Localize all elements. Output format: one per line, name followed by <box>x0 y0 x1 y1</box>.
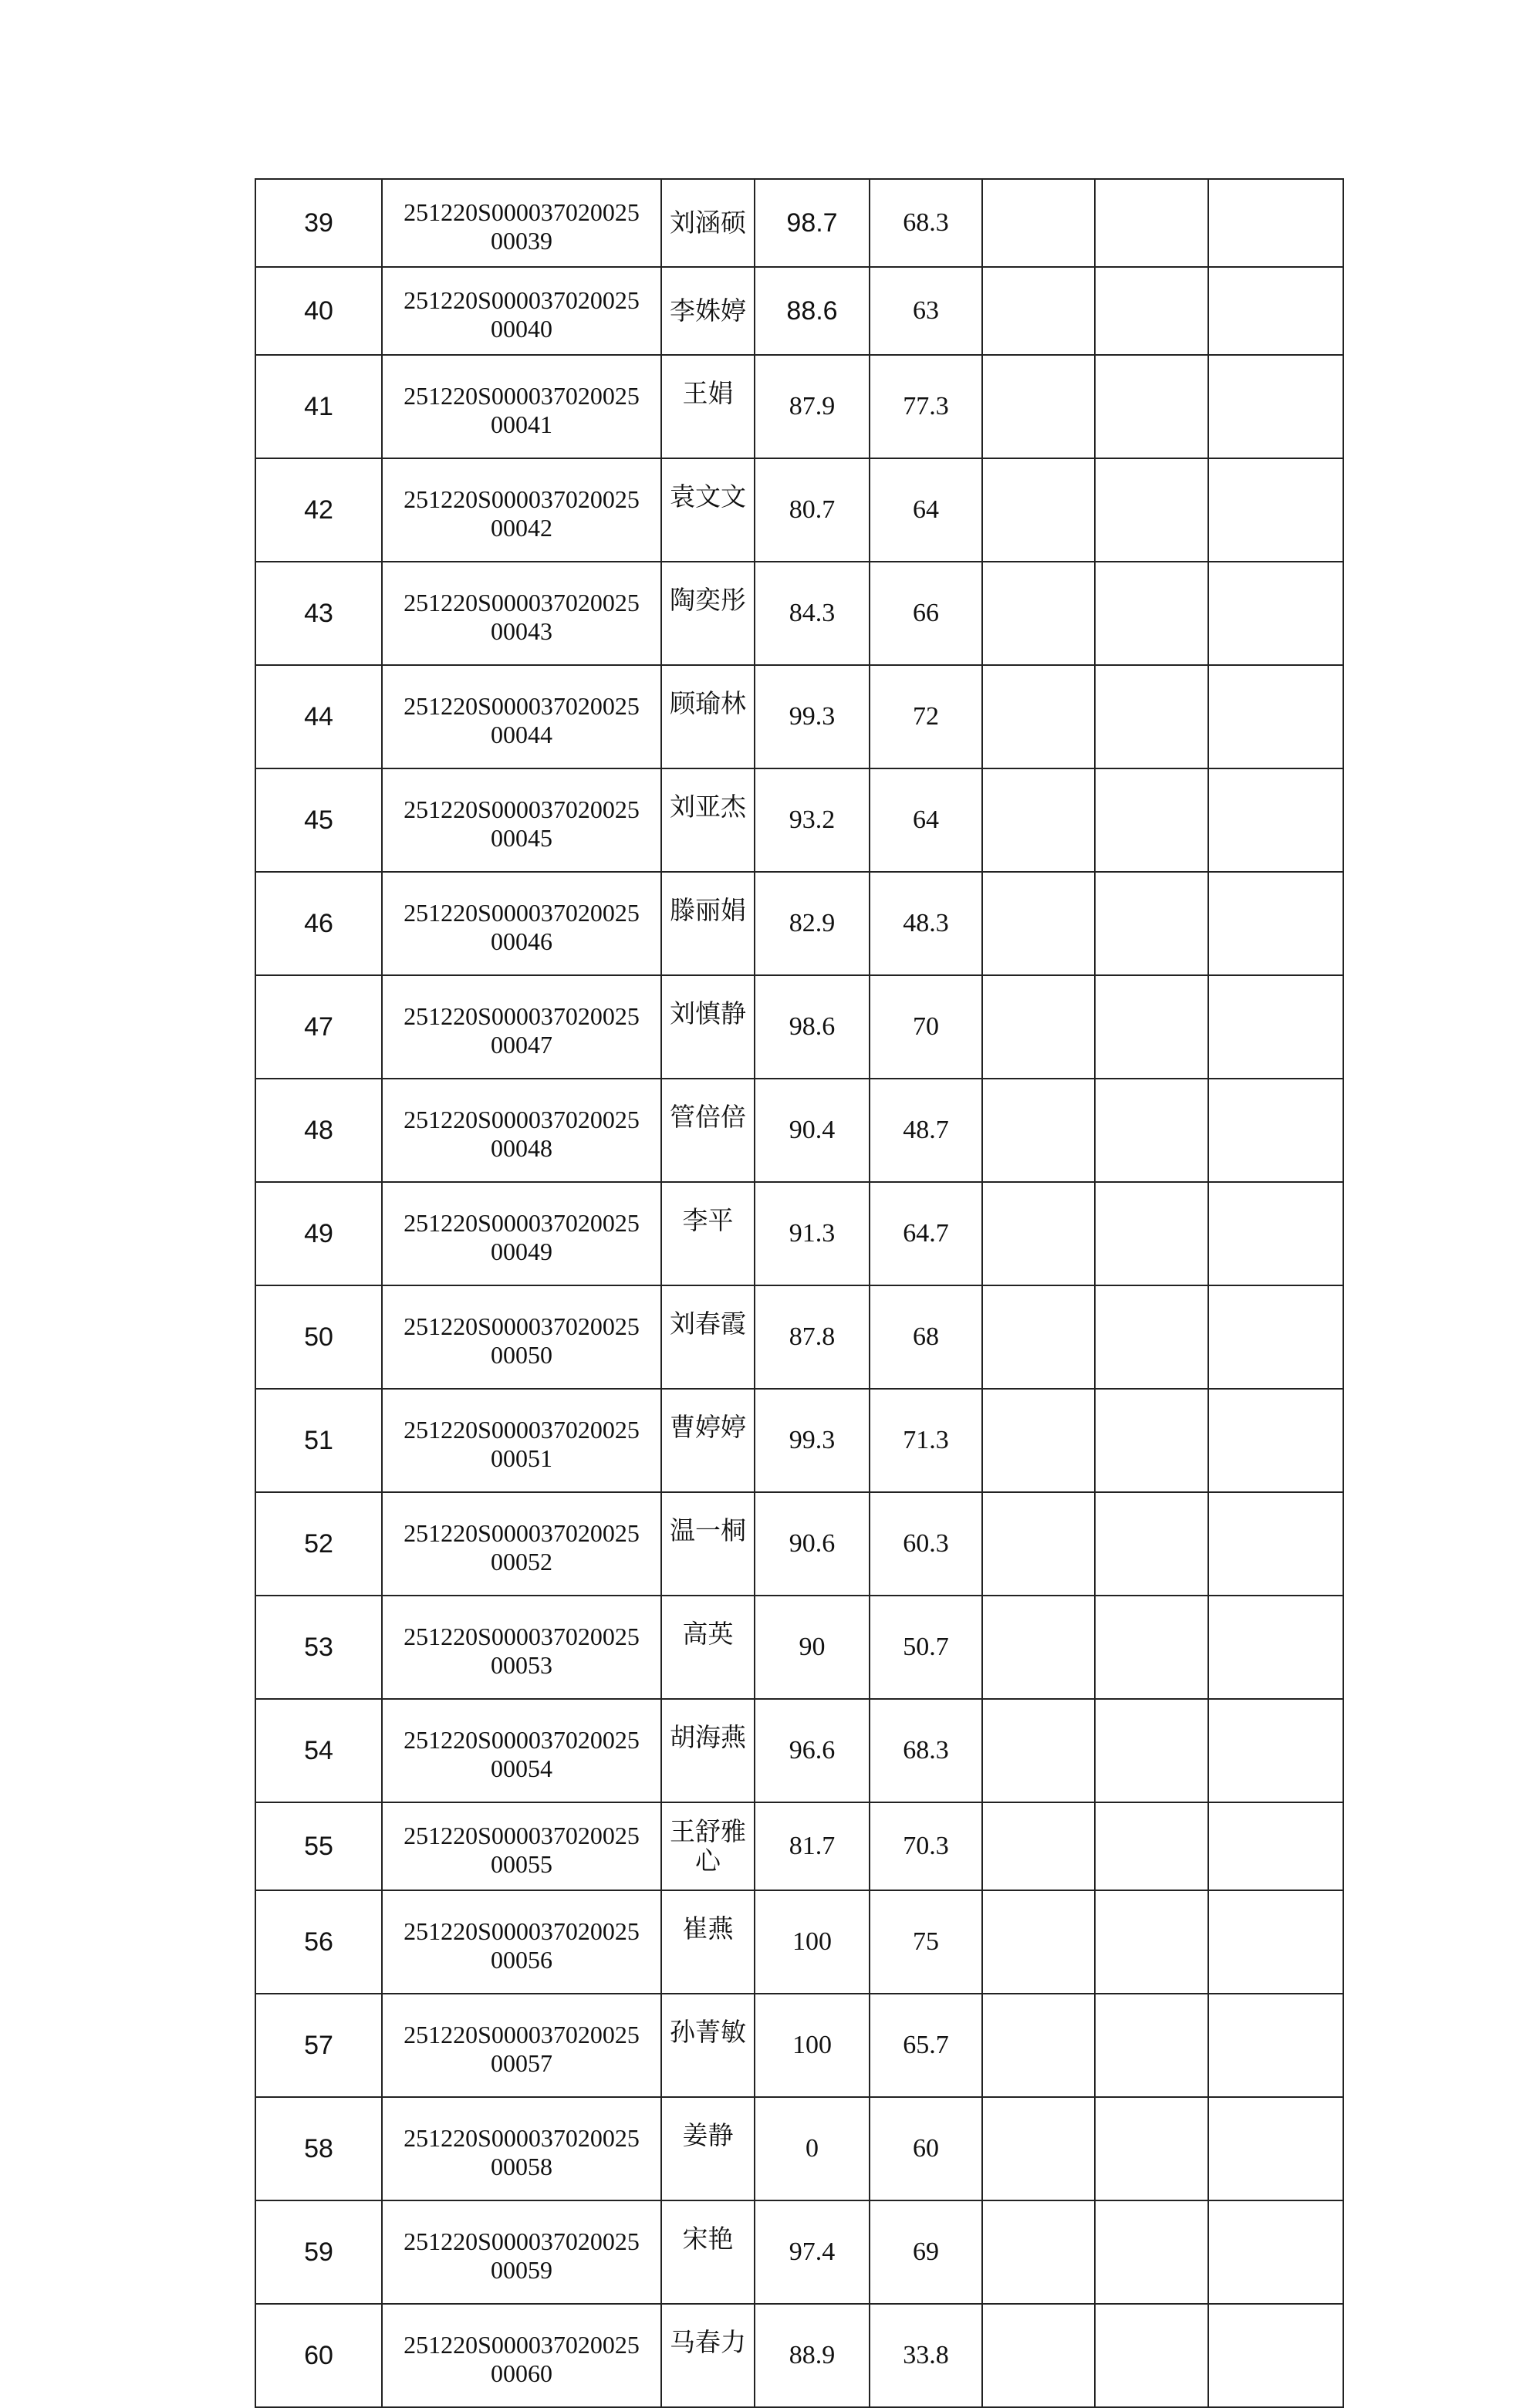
empty-cell <box>1095 872 1208 975</box>
empty-cell <box>1095 1802 1208 1890</box>
candidate-id-line2: 00049 <box>491 1238 552 1265</box>
empty-cell <box>982 975 1095 1079</box>
score2-cell: 70.3 <box>870 1802 982 1890</box>
candidate-id-line2: 00039 <box>491 227 552 255</box>
row-index-cell: 47 <box>255 975 382 1079</box>
empty-cell <box>1095 562 1208 665</box>
candidate-id-line2: 00041 <box>491 410 552 438</box>
empty-cell <box>1208 355 1343 458</box>
score1-cell: 96.6 <box>755 1699 870 1802</box>
table-row <box>255 1596 1343 1699</box>
empty-cell <box>1208 872 1343 975</box>
empty-cell <box>982 2304 1095 2407</box>
candidate-id-cell <box>382 1699 661 1802</box>
candidate-id-cell <box>382 872 661 975</box>
candidate-id-cell <box>382 1079 661 1182</box>
row-index-cell: 57 <box>255 1994 382 2097</box>
score1-cell: 87.8 <box>755 1285 870 1389</box>
candidate-id-cell <box>382 1890 661 1994</box>
table-row <box>255 355 1343 458</box>
empty-cell <box>1208 1699 1343 1802</box>
candidate-id-cell <box>382 562 661 665</box>
candidate-id-line1: 251220S000037020025 <box>404 286 640 314</box>
candidate-id-cell <box>382 458 661 562</box>
score2-cell: 33.8 <box>870 2304 982 2407</box>
candidate-id-line1: 251220S000037020025 <box>404 2021 640 2048</box>
candidate-id-line1: 251220S000037020025 <box>404 589 640 616</box>
score2-cell: 70 <box>870 975 982 1079</box>
empty-cell <box>1095 768 1208 872</box>
score2-cell: 60.3 <box>870 1492 982 1596</box>
table-row <box>255 1802 1343 1890</box>
score1-cell: 87.9 <box>755 355 870 458</box>
candidate-name-cell: 姜静 <box>661 2097 755 2200</box>
candidate-id-cell <box>382 665 661 768</box>
table-row <box>255 2097 1343 2200</box>
table-row <box>255 1389 1343 1492</box>
empty-cell <box>982 1182 1095 1285</box>
candidate-id-line2: 00054 <box>491 1754 552 1782</box>
score2-cell: 75 <box>870 1890 982 1994</box>
empty-cell <box>982 1389 1095 1492</box>
row-index-cell: 50 <box>255 1285 382 1389</box>
candidate-id-cell <box>382 1492 661 1596</box>
candidate-id-line2: 00051 <box>491 1444 552 1472</box>
candidate-id-cell <box>382 2200 661 2304</box>
row-index-cell: 52 <box>255 1492 382 1596</box>
empty-cell <box>982 872 1095 975</box>
candidate-name-cell: 胡海燕 <box>661 1699 755 1802</box>
empty-cell <box>982 1802 1095 1890</box>
table-row <box>255 975 1343 1079</box>
candidate-id-cell <box>382 2097 661 2200</box>
candidate-name-cell: 曹婷婷 <box>661 1389 755 1492</box>
empty-cell <box>1208 2200 1343 2304</box>
candidate-id-line2: 00044 <box>491 721 552 748</box>
score2-cell: 68 <box>870 1285 982 1389</box>
table-row <box>255 1182 1343 1285</box>
score1-cell: 100 <box>755 1890 870 1994</box>
score1-cell: 99.3 <box>755 1389 870 1492</box>
table-row <box>255 1699 1343 1802</box>
row-index-cell: 46 <box>255 872 382 975</box>
empty-cell <box>1208 1182 1343 1285</box>
score1-cell: 90.6 <box>755 1492 870 1596</box>
candidate-id-cell <box>382 179 661 267</box>
empty-cell <box>1095 2097 1208 2200</box>
score1-cell: 82.9 <box>755 872 870 975</box>
candidate-id-line1: 251220S000037020025 <box>404 899 640 927</box>
empty-cell <box>1095 665 1208 768</box>
row-index-cell: 60 <box>255 2304 382 2407</box>
table-row <box>255 2304 1343 2407</box>
empty-cell <box>1095 1389 1208 1492</box>
candidate-id-cell <box>382 2304 661 2407</box>
table-row <box>255 1285 1343 1389</box>
candidate-id-line2: 00043 <box>491 617 552 645</box>
score2-cell: 48.3 <box>870 872 982 975</box>
candidate-name-cell: 孙菁敏 <box>661 1994 755 2097</box>
candidate-name-cell: 袁文文 <box>661 458 755 562</box>
score2-cell: 72 <box>870 665 982 768</box>
table-row <box>255 1890 1343 1994</box>
row-index-cell: 58 <box>255 2097 382 2200</box>
empty-cell <box>1208 2097 1343 2200</box>
score1-cell: 81.7 <box>755 1802 870 1890</box>
candidate-id-line2: 00060 <box>491 2359 552 2387</box>
candidate-name-cell: 李姝婷 <box>661 267 755 355</box>
score1-cell: 97.4 <box>755 2200 870 2304</box>
candidate-id-line2: 00059 <box>491 2256 552 2284</box>
score1-cell: 80.7 <box>755 458 870 562</box>
empty-cell <box>982 1285 1095 1389</box>
candidate-id-line1: 251220S000037020025 <box>404 1822 640 1849</box>
empty-cell <box>1095 1994 1208 2097</box>
score1-cell: 88.9 <box>755 2304 870 2407</box>
empty-cell <box>982 768 1095 872</box>
empty-cell <box>982 1079 1095 1182</box>
candidate-id-line2: 00057 <box>491 2049 552 2077</box>
candidate-id-cell <box>382 1285 661 1389</box>
candidate-name-cell: 刘慎静 <box>661 975 755 1079</box>
candidate-id-line1: 251220S000037020025 <box>404 198 640 226</box>
score2-cell: 64 <box>870 458 982 562</box>
row-index-cell: 48 <box>255 1079 382 1182</box>
candidate-id-line1: 251220S000037020025 <box>404 1623 640 1650</box>
candidate-id-line2: 00053 <box>491 1651 552 1679</box>
row-index-cell: 42 <box>255 458 382 562</box>
empty-cell <box>1095 975 1208 1079</box>
candidate-id-line1: 251220S000037020025 <box>404 1312 640 1340</box>
candidate-id-line2: 00052 <box>491 1548 552 1576</box>
table-row <box>255 665 1343 768</box>
empty-cell <box>1095 458 1208 562</box>
empty-cell <box>1208 1596 1343 1699</box>
candidate-name-cell: 陶奕彤 <box>661 562 755 665</box>
empty-cell <box>1208 1389 1343 1492</box>
candidate-name-cell: 王舒雅心 <box>661 1802 755 1890</box>
candidate-name-cell: 刘涵硕 <box>661 179 755 267</box>
empty-cell <box>982 665 1095 768</box>
score1-cell: 90 <box>755 1596 870 1699</box>
candidate-id-line2: 00056 <box>491 1946 552 1974</box>
table-row <box>255 179 1343 267</box>
empty-cell <box>982 2097 1095 2200</box>
empty-cell <box>1208 179 1343 267</box>
empty-cell <box>1095 179 1208 267</box>
candidate-name-cell: 王娟 <box>661 355 755 458</box>
table-row <box>255 1994 1343 2097</box>
candidate-id-cell <box>382 267 661 355</box>
candidate-name-cell: 李平 <box>661 1182 755 1285</box>
candidate-name-cell: 马春力 <box>661 2304 755 2407</box>
row-index-cell: 44 <box>255 665 382 768</box>
empty-cell <box>982 458 1095 562</box>
row-index-cell: 54 <box>255 1699 382 1802</box>
empty-cell <box>1208 1285 1343 1389</box>
score2-cell: 64 <box>870 768 982 872</box>
empty-cell <box>1095 1492 1208 1596</box>
empty-cell <box>1095 1699 1208 1802</box>
candidate-id-line2: 00042 <box>491 514 552 542</box>
score1-cell: 84.3 <box>755 562 870 665</box>
candidate-id-cell <box>382 1994 661 2097</box>
candidate-name-cell: 崔燕 <box>661 1890 755 1994</box>
empty-cell <box>982 1699 1095 1802</box>
candidate-id-cell <box>382 1596 661 1699</box>
candidate-id-line1: 251220S000037020025 <box>404 2124 640 2152</box>
empty-cell <box>1095 2200 1208 2304</box>
empty-cell <box>1095 1285 1208 1389</box>
candidate-id-line1: 251220S000037020025 <box>404 1209 640 1237</box>
score1-cell: 98.6 <box>755 975 870 1079</box>
candidate-id-cell <box>382 355 661 458</box>
row-index-cell: 51 <box>255 1389 382 1492</box>
candidate-id-line1: 251220S000037020025 <box>404 1917 640 1945</box>
empty-cell <box>982 267 1095 355</box>
empty-cell <box>982 1994 1095 2097</box>
empty-cell <box>1208 1802 1343 1890</box>
row-index-cell: 45 <box>255 768 382 872</box>
empty-cell <box>982 1596 1095 1699</box>
candidate-id-line1: 251220S000037020025 <box>404 1002 640 1030</box>
empty-cell <box>1095 1890 1208 1994</box>
score2-cell: 77.3 <box>870 355 982 458</box>
empty-cell <box>1208 975 1343 1079</box>
candidate-id-line1: 251220S000037020025 <box>404 692 640 720</box>
empty-cell <box>982 1890 1095 1994</box>
row-index-cell: 43 <box>255 562 382 665</box>
candidate-id-line1: 251220S000037020025 <box>404 1416 640 1444</box>
candidate-id-cell <box>382 768 661 872</box>
score1-cell: 98.7 <box>755 179 870 267</box>
empty-cell <box>1208 1079 1343 1182</box>
empty-cell <box>1208 267 1343 355</box>
candidate-id-line2: 00040 <box>491 315 552 343</box>
score-table <box>255 178 1344 2408</box>
score1-cell: 88.6 <box>755 267 870 355</box>
row-index-cell: 39 <box>255 179 382 267</box>
empty-cell <box>1095 1079 1208 1182</box>
score2-cell: 66 <box>870 562 982 665</box>
empty-cell <box>1095 267 1208 355</box>
score1-cell: 93.2 <box>755 768 870 872</box>
empty-cell <box>1208 1994 1343 2097</box>
candidate-name-cell: 高英 <box>661 1596 755 1699</box>
row-index-cell: 53 <box>255 1596 382 1699</box>
empty-cell <box>982 2200 1095 2304</box>
candidate-name-cell: 宋艳 <box>661 2200 755 2304</box>
score2-cell: 50.7 <box>870 1596 982 1699</box>
score2-cell: 63 <box>870 267 982 355</box>
table-row <box>255 872 1343 975</box>
candidate-id-line1: 251220S000037020025 <box>404 2227 640 2255</box>
candidate-name-cell: 刘春霞 <box>661 1285 755 1389</box>
score2-cell: 48.7 <box>870 1079 982 1182</box>
row-index-cell: 55 <box>255 1802 382 1890</box>
candidate-id-line1: 251220S000037020025 <box>404 1519 640 1547</box>
empty-cell <box>1208 458 1343 562</box>
candidate-name-cell: 顾瑜林 <box>661 665 755 768</box>
candidate-name-cell: 温一桐 <box>661 1492 755 1596</box>
table-row <box>255 1079 1343 1182</box>
empty-cell <box>982 355 1095 458</box>
candidate-name-cell: 刘亚杰 <box>661 768 755 872</box>
row-index-cell: 49 <box>255 1182 382 1285</box>
candidate-id-cell <box>382 975 661 1079</box>
candidate-id-line2: 00045 <box>491 824 552 852</box>
candidate-id-line2: 00047 <box>491 1031 552 1059</box>
empty-cell <box>982 1492 1095 1596</box>
candidate-id-line2: 00055 <box>491 1850 552 1878</box>
empty-cell <box>1208 1492 1343 1596</box>
candidate-id-line1: 251220S000037020025 <box>404 1726 640 1754</box>
score1-cell: 100 <box>755 1994 870 2097</box>
score1-cell: 90.4 <box>755 1079 870 1182</box>
candidate-id-line1: 251220S000037020025 <box>404 1106 640 1133</box>
candidate-id-line2: 00046 <box>491 927 552 955</box>
empty-cell <box>1208 562 1343 665</box>
score1-cell: 91.3 <box>755 1182 870 1285</box>
empty-cell <box>1095 1182 1208 1285</box>
candidate-name-cell: 管倍倍 <box>661 1079 755 1182</box>
row-index-cell: 40 <box>255 267 382 355</box>
candidate-id-cell <box>382 1182 661 1285</box>
candidate-name-cell: 滕丽娟 <box>661 872 755 975</box>
candidate-id-line1: 251220S000037020025 <box>404 382 640 410</box>
empty-cell <box>1095 355 1208 458</box>
table-row <box>255 562 1343 665</box>
score2-cell: 68.3 <box>870 1699 982 1802</box>
candidate-id-cell <box>382 1802 661 1890</box>
empty-cell <box>1095 1596 1208 1699</box>
table-row <box>255 1492 1343 1596</box>
table-row <box>255 768 1343 872</box>
empty-cell <box>1208 768 1343 872</box>
score2-cell: 64.7 <box>870 1182 982 1285</box>
candidate-id-cell <box>382 1389 661 1492</box>
empty-cell <box>1095 2304 1208 2407</box>
row-index-cell: 41 <box>255 355 382 458</box>
candidate-id-line2: 00050 <box>491 1341 552 1369</box>
candidate-id-line1: 251220S000037020025 <box>404 2331 640 2359</box>
score2-cell: 69 <box>870 2200 982 2304</box>
score1-cell: 0 <box>755 2097 870 2200</box>
candidate-id-line1: 251220S000037020025 <box>404 795 640 823</box>
empty-cell <box>1208 2304 1343 2407</box>
table-row <box>255 458 1343 562</box>
score2-cell: 71.3 <box>870 1389 982 1492</box>
table-row <box>255 2200 1343 2304</box>
score1-cell: 99.3 <box>755 665 870 768</box>
empty-cell <box>1208 1890 1343 1994</box>
row-index-cell: 59 <box>255 2200 382 2304</box>
score2-cell: 68.3 <box>870 179 982 267</box>
score-table-body <box>255 179 1343 2407</box>
empty-cell <box>1208 665 1343 768</box>
empty-cell <box>982 562 1095 665</box>
score2-cell: 65.7 <box>870 1994 982 2097</box>
table-row <box>255 267 1343 355</box>
candidate-id-line2: 00048 <box>491 1134 552 1162</box>
candidate-id-line1: 251220S000037020025 <box>404 485 640 513</box>
score2-cell: 60 <box>870 2097 982 2200</box>
row-index-cell: 56 <box>255 1890 382 1994</box>
candidate-id-line2: 00058 <box>491 2153 552 2180</box>
empty-cell <box>982 179 1095 267</box>
